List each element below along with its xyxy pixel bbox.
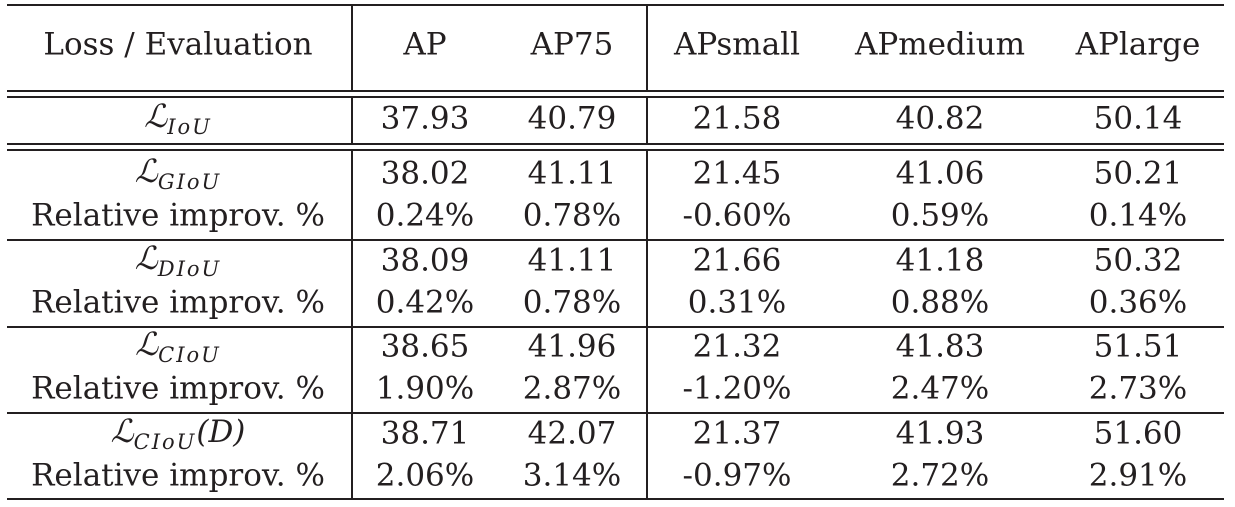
improvement-cell: -0.60% [682,197,792,234]
loss-subscript: CIoU [158,343,221,367]
improvement-cell: 2.87% [522,370,622,407]
table-cell: 41.83 [895,328,985,365]
column-rule-1-1 [646,96,648,143]
improvement-cell: 2.47% [890,370,990,407]
table-cell: 50.21 [1093,155,1183,192]
improvement-label: Relative improv. % [31,457,325,494]
improvement-cell: 0.88% [890,284,990,321]
loss-subscript: CIoU [133,430,197,454]
loss-label-iou [144,97,212,139]
improvement-cell: -1.20% [682,370,792,407]
table-cell: 38.65 [380,328,470,365]
loss-label [110,412,246,454]
improvement-cell: 1.90% [375,370,475,407]
header-rule-2 [7,96,1224,98]
table-cell: 41.11 [527,155,617,192]
loss-subscript: GIoU [157,170,222,194]
baseline-rule-2 [7,149,1224,151]
table-cell: 38.71 [380,415,470,452]
loss-symbol: ℒ [134,152,158,190]
improvement-cell: 2.91% [1088,457,1188,494]
improvement-cell: 2.72% [890,457,990,494]
table-cell: 41.93 [895,415,985,452]
table-cell: 51.60 [1093,415,1183,452]
column-header: APsmall [673,26,801,63]
table-cell: 42.07 [527,415,617,452]
loss-symbol: ℒ [144,97,168,135]
improvement-label: Relative improv. % [31,284,325,321]
table-cell: 38.09 [380,242,470,279]
table-cell: 41.11 [527,242,617,279]
loss-subscript: DIoU [157,257,222,281]
loss-symbol: ℒ [110,412,134,450]
table-cell: 40.82 [895,100,985,137]
column-rule-1-0 [646,4,648,90]
loss-label [134,239,222,281]
improvement-cell: -0.97% [682,457,792,494]
table-cell: 21.37 [692,415,782,452]
improvement-cell: 0.14% [1088,197,1188,234]
loss-suffix: (D) [196,414,246,450]
column-header: AP [403,26,447,63]
table-cell: 21.32 [692,328,782,365]
table-cell: 21.45 [692,155,782,192]
improvement-cell: 0.31% [687,284,787,321]
improvement-cell: 0.24% [375,197,475,234]
bottom-rule [7,498,1224,500]
table-cell: 41.96 [527,328,617,365]
group-rule-3 [7,412,1224,414]
table-cell: 21.58 [692,100,782,137]
column-rule-0-2 [351,149,353,498]
table-cell: 41.06 [895,155,985,192]
improvement-cell: 0.59% [890,197,990,234]
top-rule [7,4,1224,6]
baseline-rule-1 [7,143,1224,145]
loss-symbol: ℒ [134,239,158,277]
improvement-cell: 0.78% [522,197,622,234]
table-cell: 50.14 [1093,100,1183,137]
improvement-cell: 2.06% [375,457,475,494]
column-header: APmedium [854,26,1026,63]
column-rule-1-2 [646,149,648,498]
improvement-cell: 3.14% [522,457,622,494]
table-cell: 50.32 [1093,242,1183,279]
table-cell: 37.93 [380,100,470,137]
column-rule-0-1 [351,96,353,143]
loss-label [134,152,222,194]
improvement-cell: 0.78% [522,284,622,321]
improvement-label: Relative improv. % [31,370,325,407]
table-cell: 40.79 [527,100,617,137]
header-rule-1 [7,90,1224,92]
improvement-cell: 0.42% [375,284,475,321]
table-cell: 21.66 [692,242,782,279]
table-cell: 41.18 [895,242,985,279]
improvement-label: Relative improv. % [31,197,325,234]
column-rule-0-0 [351,4,353,90]
column-header: AP75 [530,26,614,63]
improvement-cell: 0.36% [1088,284,1188,321]
loss-label [135,325,221,367]
group-rule-1 [7,239,1224,241]
table-cell: 51.51 [1093,328,1183,365]
table-cell: 38.02 [380,155,470,192]
loss-subscript: IoU [167,115,212,139]
loss-symbol: ℒ [135,325,159,363]
column-header: Loss / Evaluation [43,26,313,63]
improvement-cell: 2.73% [1088,370,1188,407]
column-header: APlarge [1075,26,1201,63]
